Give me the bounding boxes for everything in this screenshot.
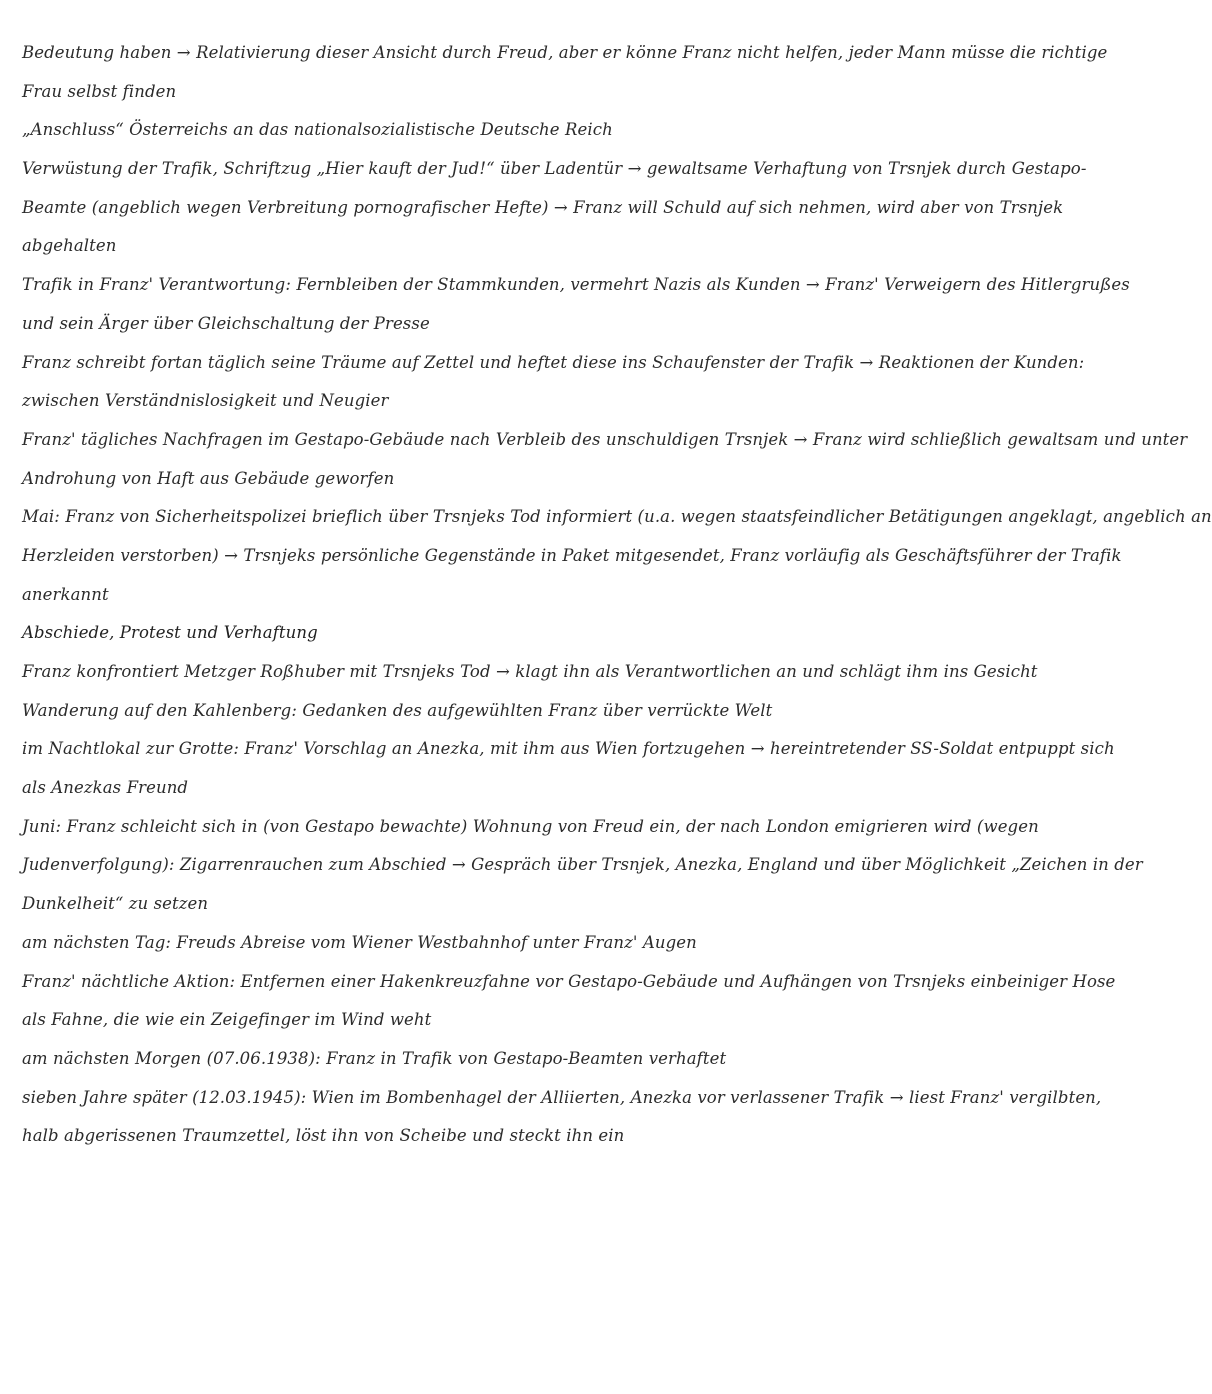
text-line: Androhung von Haft aus Gebäude geworfen xyxy=(22,468,395,488)
text-line: Herzleiden verstorben) → Trsnjeks persönliche Gegenstände in Paket mitgesendet, Franz vorläufig als Geschäftsführer der Trafik xyxy=(22,545,1122,565)
text-line: Judenverfolgung): Zigarrenrauchen zum Abschied → Gespräch über Trsnjek, Anezka, England und über Möglichkeit „Zeichen in der xyxy=(22,855,1143,875)
text-line: als Fahne, die wie ein Zeigefinger im Wind weht xyxy=(22,1010,432,1030)
bullet-line: am nächsten Tag: Freuds Abreise vom Wiener Westbahnhof unter Franz' Augen xyxy=(22,932,697,952)
bullet-line: sieben Jahre später (12.03.1945): Wien im Bombenhagel der Alliierten, Anezka vor verlassener Trafik → liest Franz' vergilbten, xyxy=(22,1087,1102,1107)
bullet-line: im Nachtlokal zur Grotte: Franz' Vorschlag an Anezka, mit ihm aus Wien fortzugehen → hereintretender SS-Soldat entpuppt sich xyxy=(22,739,1115,759)
bullet-line: Franz' nächtliche Aktion: Entfernen einer Hakenkreuzfahne vor Gestapo-Gebäude und Aufhängen von Trsnjeks einbeiniger Hose xyxy=(22,971,1116,991)
bullet-line: Franz schreibt fortan täglich seine Träume auf Zettel und heftet diese ins Schaufenster der Trafik → Reaktionen der Kunden: xyxy=(22,352,1085,372)
bullet-line: Mai: Franz von Sicherheitspolizei brieflich über Trsnjeks Tod informiert (u.a. wegen staatsfeindlicher Betätigungen angeklagt, angeblich an xyxy=(22,507,1212,527)
bullet-line: „Anschluss“ Österreichs an das nationalsozialistische Deutsche Reich xyxy=(22,120,613,140)
text-line: Bedeutung haben → Relativierung dieser Ansicht durch Freud, aber er könne Franz nicht helfen, jeder Mann müsse die richtige xyxy=(22,43,1108,62)
bullet-line: Franz' tägliches Nachfragen im Gestapo-Gebäude nach Verbleib des unschuldigen Trsnjek → Franz wird schließlich gewaltsam und unter xyxy=(22,429,1188,449)
text-line: anerkannt xyxy=(22,584,109,604)
bullet-line: Trafik in Franz' Verantwortung: Fernbleiben der Stammkunden, vermehrt Nazis als Kunden → Franz' Verweigern des Hitlergrußes xyxy=(22,275,1130,295)
text-line: Dunkelheit“ zu setzen xyxy=(22,894,209,914)
bullet-line: Verwüstung der Trafik, Schriftzug „Hier kauft der Jud!“ über Ladentür → gewaltsame Verhaftung von Trsnjek durch Gestapo- xyxy=(22,159,1087,179)
bullet-line: Wanderung auf den Kahlenberg: Gedanken des aufgewühlten Franz über verrückte Welt xyxy=(22,700,773,720)
bullet-line: am nächsten Morgen (07.06.1938): Franz in Trafik von Gestapo-Beamten verhaftet xyxy=(22,1048,727,1068)
bullet-line: Juni: Franz schleicht sich in (von Gestapo bewachte) Wohnung von Freud ein, der nach London emigrieren wird (wegen xyxy=(22,816,1039,836)
text-line: als Anezkas Freund xyxy=(22,778,189,798)
text-line: abgehalten xyxy=(22,236,117,256)
text-line: und sein Ärger über Gleichschaltung der Presse xyxy=(22,313,430,333)
section-heading: Abschiede, Protest und Verhaftung xyxy=(22,623,318,643)
text-line: Frau selbst finden xyxy=(22,81,177,101)
text-line: Beamte (angeblich wegen Verbreitung pornografischer Hefte) → Franz will Schuld auf sich nehmen, wird aber von Trsnjek xyxy=(22,197,1064,217)
bullet-line: Franz konfrontiert Metzger Roßhuber mit Trsnjeks Tod → klagt ihn als Verantwortlichen an und schlägt ihm ins Gesicht xyxy=(22,662,1038,681)
text-line: zwischen Verständnislosigkeit und Neugier xyxy=(22,391,389,411)
text-line: halb abgerissenen Traumzettel, löst ihn von Scheibe und steckt ihn ein xyxy=(22,1126,625,1146)
